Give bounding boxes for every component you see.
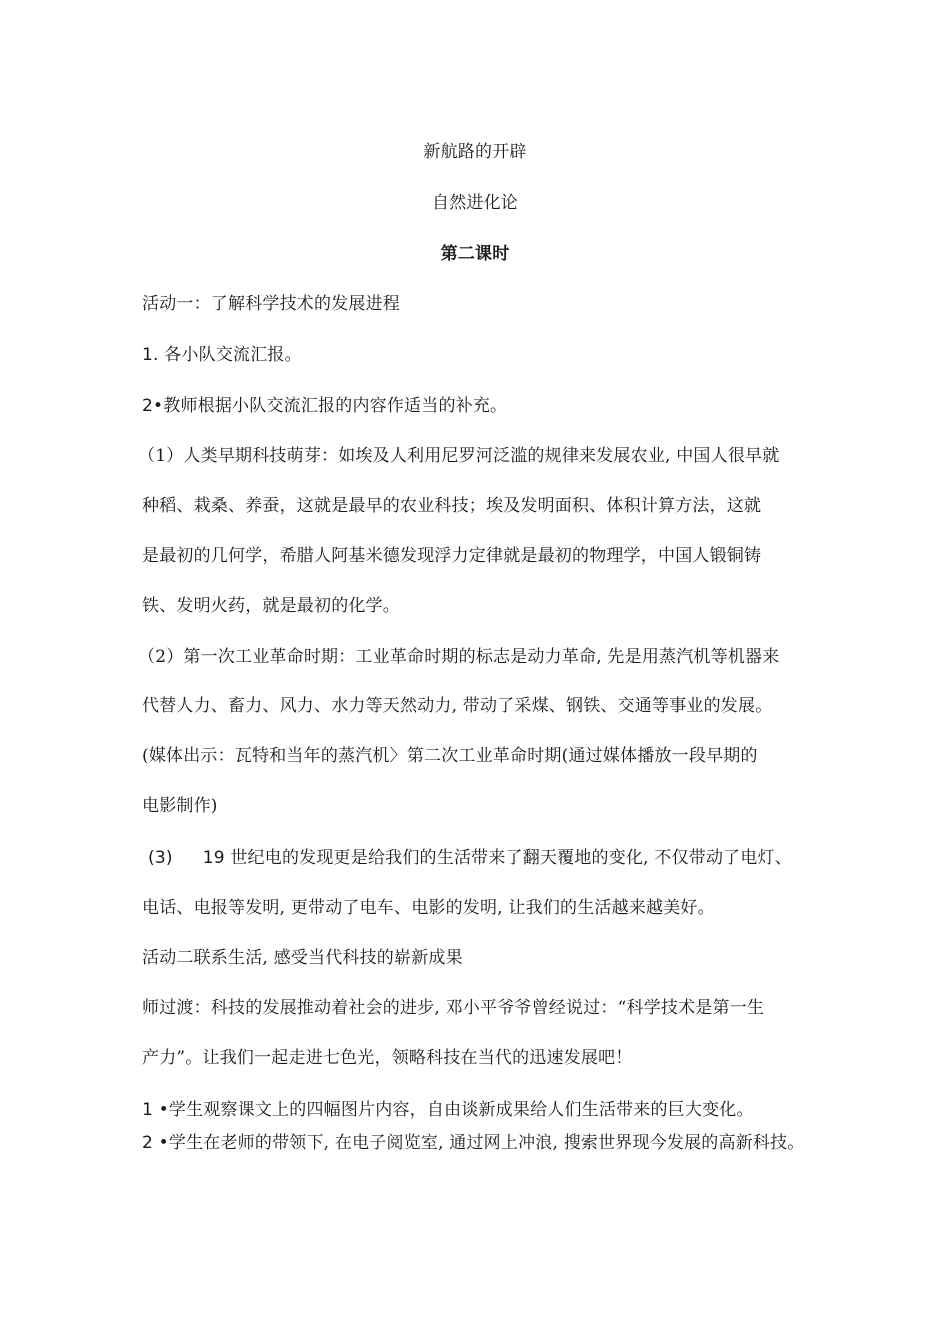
paragraph-number: (3) — [148, 848, 173, 868]
paragraph-2-line-2: 代替人力、畜力、风力、水力等天然动力, 带动了采煤、钢铁、交通等事业的发展。 — [142, 696, 773, 716]
step-number: 1 — [142, 1100, 154, 1120]
activity2-intro-line-1: 师过渡：科技的发展推动着社会的进步, 邓小平爷爷曾经说过：“科学技术是第一生 — [142, 998, 765, 1018]
document-subtitle: 自然进化论 — [432, 193, 518, 213]
step-number: 2• — [142, 396, 164, 416]
document-title: 新航路的开辟 — [423, 142, 527, 162]
paragraph-1-line-1 — [138, 444, 779, 468]
paragraph-text: 人类早期科技萌芽：如埃及人利用尼罗河泛滥的规律来发展农业, 中国人很早就 — [183, 446, 780, 466]
paragraph-2-line-1 — [138, 645, 779, 669]
paragraph-number: （1） — [138, 446, 184, 466]
paragraph-1-line-3: 是最初的几何学，希腊人阿基米德发现浮力定律就是最初的物理学，中国人锻铜铸 — [142, 546, 762, 566]
year-number: 19 — [202, 848, 225, 868]
step-text: 各小队交流汇报。 — [164, 345, 302, 365]
paragraph-1-line-2: 种稻、栽桑、养蚕，这就是最早的农业科技；埃及发明面积、体积计算方法，这就 — [142, 496, 762, 516]
step-text: •学生在老师的带领下, 在电子阅览室, 通过网上冲浪, 搜索世界现今发展的高新科技。 — [158, 1133, 805, 1153]
paragraph-text: 第一次工业革命时期：工业革命时期的标志是动力革命, 先是用蒸汽机等机器来 — [183, 647, 780, 667]
activity1-step1 — [142, 343, 302, 367]
step-number: 2 — [142, 1133, 154, 1153]
activity1-heading: 活动一：了解科学技术的发展进程 — [142, 294, 400, 314]
paragraph-3-line-2: 电话、电报等发明, 更带动了电车、电影的发明, 让我们的生活越来越美好。 — [142, 898, 715, 918]
step-number: 1. — [142, 345, 159, 365]
activity2-heading: 活动二联系生活, 感受当代科技的崭新成果 — [142, 948, 463, 968]
activity2-step2 — [142, 1130, 812, 1156]
paragraph-text: 世纪电的发现更是给我们的生活带来了翻天覆地的变化, 不仅带动了电灯、 — [230, 848, 792, 868]
activity2-step1 — [142, 1098, 754, 1122]
activity1-step2 — [142, 394, 507, 418]
step-text: •学生观察课文上的四幅图片内容，自由谈新成果给人们生活带来的巨大变化。 — [158, 1100, 754, 1120]
paragraph-number: （2） — [138, 647, 184, 667]
paragraph-2-line-4: 电影制作) — [142, 796, 218, 816]
step-text: 教师根据小队交流汇报的内容作适当的补充。 — [163, 396, 508, 416]
paragraph-3-line-1 — [148, 846, 792, 870]
activity2-intro-line-2: 产力”。让我们一起走进七色光，领略科技在当代的迅速发展吧！ — [142, 1048, 633, 1068]
lesson-heading: 第二课时 — [440, 244, 510, 264]
paragraph-1-line-4: 铁、发明火药，就是最初的化学。 — [142, 596, 400, 616]
paragraph-2-line-3: (媒体出示：瓦特和当年的蒸汽机〉第二次工业革命时期(通过媒体播放一段早期的 — [142, 746, 758, 766]
